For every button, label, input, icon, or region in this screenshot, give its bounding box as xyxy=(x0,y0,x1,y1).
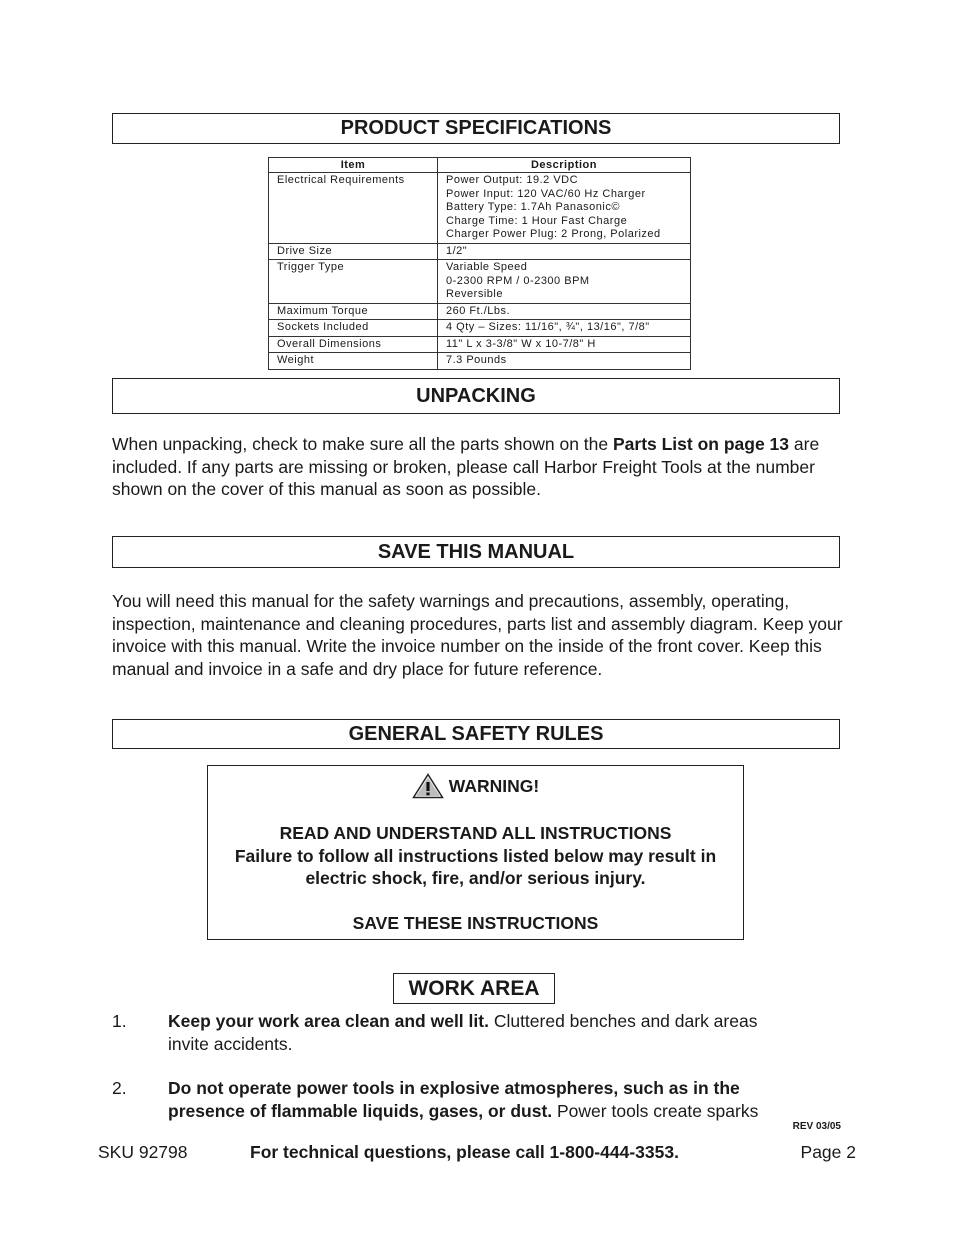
unpacking-paragraph xyxy=(112,433,852,501)
warning-line: Failure to follow all instructions listed below may result in xyxy=(234,845,717,866)
spec-description xyxy=(438,353,691,370)
spec-line: Battery Type: 1.7Ah Panasonic© xyxy=(446,201,620,213)
save-manual-paragraph: You will need this manual for the safety warnings and precautions, assembly, operating, inspection, maintenance and cleaning procedures, parts list and assembly diagram. Keep your invoice with this manual. Write the invoice number on the inside of the front cover. Keep this manual and invoice in a safe and dry place for future reference. xyxy=(112,591,843,679)
spec-item: Overall Dimensions xyxy=(269,336,438,353)
table-row xyxy=(269,303,691,320)
list-item-text xyxy=(168,1010,852,1055)
table-header-row xyxy=(269,158,691,173)
table-row xyxy=(269,320,691,337)
footer-page-number: Page 2 xyxy=(800,1142,856,1162)
table-row xyxy=(269,353,691,370)
spec-line: Power Output: 19.2 VDC xyxy=(446,174,579,186)
spec-description xyxy=(438,260,691,304)
warning-heading: WARNING! xyxy=(448,775,540,796)
warning-line: SAVE THESE INSTRUCTIONS xyxy=(352,912,599,933)
warning-line: electric shock, fire, and/or serious injury. xyxy=(305,868,646,888)
spec-line: 1/2" xyxy=(446,244,468,257)
spec-item: Maximum Torque xyxy=(269,303,438,320)
spec-line: 260 Ft./Lbs. xyxy=(446,304,511,317)
warning-triangle-icon xyxy=(412,773,444,799)
warning-line: READ AND UNDERSTAND ALL INSTRUCTIONS xyxy=(279,823,672,843)
list-item-bold: Keep your work area clean and well lit. xyxy=(168,1011,489,1031)
spec-line: Reversible xyxy=(446,288,503,300)
revision-label: REV 03/05 xyxy=(792,1121,841,1132)
spec-item: Sockets Included xyxy=(269,320,438,337)
spec-item: Drive Size xyxy=(269,243,438,260)
list-item-rest: Cluttered benches and dark areas xyxy=(488,1011,758,1031)
section-title-save-this-manual: SAVE THIS MANUAL xyxy=(112,536,840,568)
spec-description xyxy=(438,243,691,260)
spec-line: Charger Power Plug: 2 Prong, Polarized xyxy=(446,228,661,240)
spec-line: Power Input: 120 VAC/60 Hz Charger xyxy=(446,187,646,200)
section-title-work-area: WORK AREA xyxy=(393,973,555,1004)
spec-description xyxy=(438,303,691,320)
column-header-item: Item xyxy=(269,158,438,173)
spec-line: Variable Speed xyxy=(446,261,528,273)
table-row xyxy=(269,260,691,304)
spec-line: 0-2300 RPM / 0-2300 BPM xyxy=(446,274,590,287)
unpacking-text-end: are included. If any parts are missing or broken, please call Harbor Freight Tools at the number shown on the cover of this manual as soon as possible. xyxy=(112,434,820,499)
warning-box xyxy=(207,765,744,940)
list-item-number: 1. xyxy=(112,1011,127,1031)
list-item-rest: invite accidents. xyxy=(168,1033,293,1054)
spec-description xyxy=(438,173,691,244)
table-row xyxy=(269,243,691,260)
column-header-description: Description xyxy=(438,158,691,173)
list-item-bold: presence of flammable liquids, gases, or dust. xyxy=(168,1100,553,1121)
spec-line: 4 Qty – Sizes: 11/16", ¾", 13/16", 7/8" xyxy=(446,321,650,333)
spec-line: Charge Time: 1 Hour Fast Charge xyxy=(446,214,628,227)
spec-item: Weight xyxy=(269,353,438,370)
section-title-general-safety-rules: GENERAL SAFETY RULES xyxy=(112,719,840,749)
list-item xyxy=(112,1010,852,1055)
list-item xyxy=(112,1077,852,1122)
footer-sku: SKU 92798 xyxy=(98,1142,188,1162)
unpacking-text-start: When unpacking, check to make sure all the parts shown on the xyxy=(112,434,613,454)
section-title-product-specifications: PRODUCT SPECIFICATIONS xyxy=(112,113,840,144)
spec-line: 7.3 Pounds xyxy=(446,354,507,366)
spec-description xyxy=(438,320,691,337)
section-title-unpacking: UNPACKING xyxy=(112,378,840,414)
table-row xyxy=(269,336,691,353)
parts-list-reference: Parts List on page 13 xyxy=(612,434,790,454)
table-row xyxy=(269,173,691,244)
footer-tech-support: For technical questions, please call 1-800-444-3353. xyxy=(250,1142,679,1162)
list-item-text xyxy=(168,1077,852,1122)
spec-item: Trigger Type xyxy=(269,260,438,304)
spec-item: Electrical Requirements xyxy=(269,173,438,244)
list-item-rest: Power tools create sparks xyxy=(552,1100,759,1121)
list-item-bold: Do not operate power tools in explosive atmospheres, such as in the xyxy=(168,1078,740,1098)
spec-description xyxy=(438,336,691,353)
spec-line: 11" L x 3-3/8" W x 10-7/8" H xyxy=(446,337,596,350)
spec-table xyxy=(268,157,691,370)
warning-heading-row xyxy=(208,772,743,800)
list-item-number: 2. xyxy=(112,1078,127,1098)
